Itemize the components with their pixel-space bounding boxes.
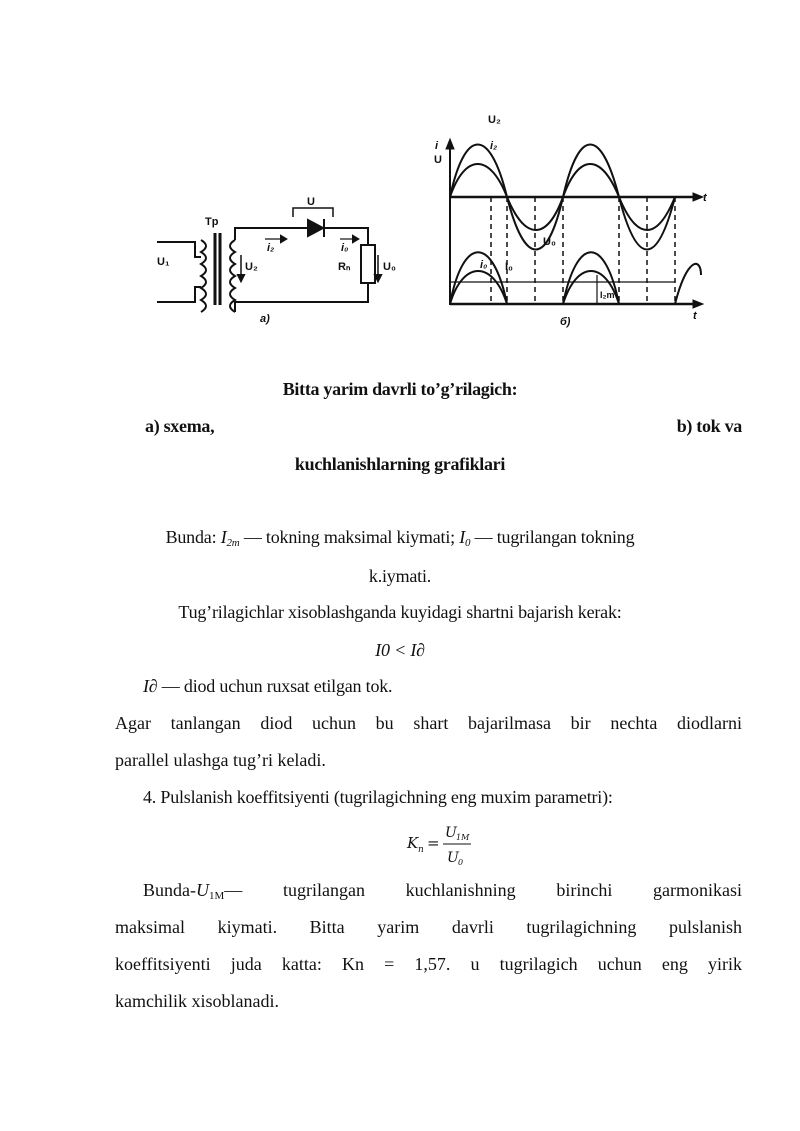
label-i2: i₂	[267, 242, 275, 254]
graph-label-u: U	[434, 154, 442, 166]
graph-label-part-b: б)	[560, 316, 571, 328]
formula-numerator: U	[445, 825, 457, 841]
graph-label-t-lower: t	[693, 310, 697, 322]
inequality-formula: I0 < I∂	[375, 640, 425, 660]
secondary-top-wire	[235, 228, 368, 240]
diode-voltage-bracket	[293, 208, 333, 217]
waveform-graphs	[446, 139, 703, 308]
primary-coil	[201, 240, 206, 312]
load-resistor-icon	[361, 245, 375, 283]
diode-current-definition: I∂ — diod uchun ruxsat etilgan tok.	[143, 676, 393, 696]
label-rn: Rₙ	[338, 261, 351, 273]
figure-caption-c: kuchlanishlarning grafiklari	[294, 454, 506, 474]
diode-icon	[308, 220, 323, 236]
rectifier-figure	[145, 105, 715, 340]
graph-label-t-upper: t	[703, 192, 707, 204]
formula-numerator-sub: 1M	[456, 833, 470, 842]
load-return-wire	[235, 283, 368, 302]
label-u1: U₁	[157, 256, 170, 268]
u2-arrowhead	[238, 275, 244, 281]
formula-eq: =	[427, 834, 440, 852]
figure-caption-b: b) tok va	[676, 416, 742, 436]
label-tp: Tp	[205, 216, 219, 228]
graph-label-i2m: I₂m	[600, 290, 615, 300]
primary-top-wire	[157, 242, 201, 257]
graph-label-i0-small: i₀	[480, 259, 488, 271]
bunda2-line1: Bunda-$U_{1M}—$ tugrilangan kuchlanishning birinchi garmonikasi	[143, 880, 742, 902]
figure-caption-title: Bitta yarim davrli to’g’rilagich:	[282, 379, 518, 399]
label-u0: U₀	[383, 261, 396, 273]
i0-arrowhead	[353, 236, 358, 242]
agar-paragraph-line2: parallel ulashga tug’ri keladi.	[115, 750, 326, 770]
bunda2-line4: kamchilik xisoblanadi.	[115, 991, 279, 1011]
bunda2-line3: koeffitsiyenti juda katta: Kn = 1,57. u tugrilagich uchun eng yirik	[115, 954, 742, 974]
formula-k-sub: n	[418, 845, 424, 855]
label-i0: i₀	[341, 242, 349, 254]
graph-label-i0: I₀	[505, 261, 514, 273]
rule-intro: Tug’rilagichlar xisoblashganda kuyidagi shartni bajarish kerak:	[178, 602, 622, 622]
secondary-bottom-wire	[235, 302, 368, 312]
bunda-definition-line1: Bunda: $I_{2m}$ — tokning maksimal kiymati; $I_0$ — tugrilangan tokning	[165, 527, 635, 549]
i2-arrowhead	[281, 236, 286, 242]
label-u: U	[307, 196, 315, 208]
formula-denominator-sub: 0	[458, 858, 464, 867]
upper-t-arrowhead	[693, 193, 703, 201]
label-part-a: a)	[260, 313, 270, 325]
pulsation-heading: 4. Pulslanish koeffitsiyenti (tugrilagichning eng muxim parametri):	[143, 787, 613, 807]
formula-k: K	[407, 834, 419, 852]
agar-paragraph-line1: Agar tanlangan diod uchun bu shart bajarilmasa bir nechta diodlarni	[115, 713, 742, 733]
formula-denominator: U	[447, 850, 459, 866]
graph-label-i2: i₂	[490, 140, 498, 152]
u0-halfwave-tail	[675, 264, 701, 304]
circuit-diagram	[157, 208, 381, 312]
period-markers	[491, 197, 675, 304]
pulsation-formula	[405, 820, 485, 870]
graph-label-u2: U₂	[488, 114, 501, 126]
figure-caption-a: a) sxema,	[145, 416, 215, 436]
graph-label-i: i	[435, 140, 439, 152]
bunda2-line2: maksimal kiymati. Bitta yarim davrli tugrilagichning pulslanish	[115, 917, 742, 937]
primary-bottom-wire	[157, 287, 201, 302]
graph-label-u0: U₀	[543, 236, 556, 248]
lower-t-arrowhead	[693, 300, 703, 308]
y-axis-arrowhead	[446, 139, 454, 149]
bunda-definition-line2: k.iymati.	[368, 566, 432, 586]
label-u2: U₂	[245, 261, 258, 273]
